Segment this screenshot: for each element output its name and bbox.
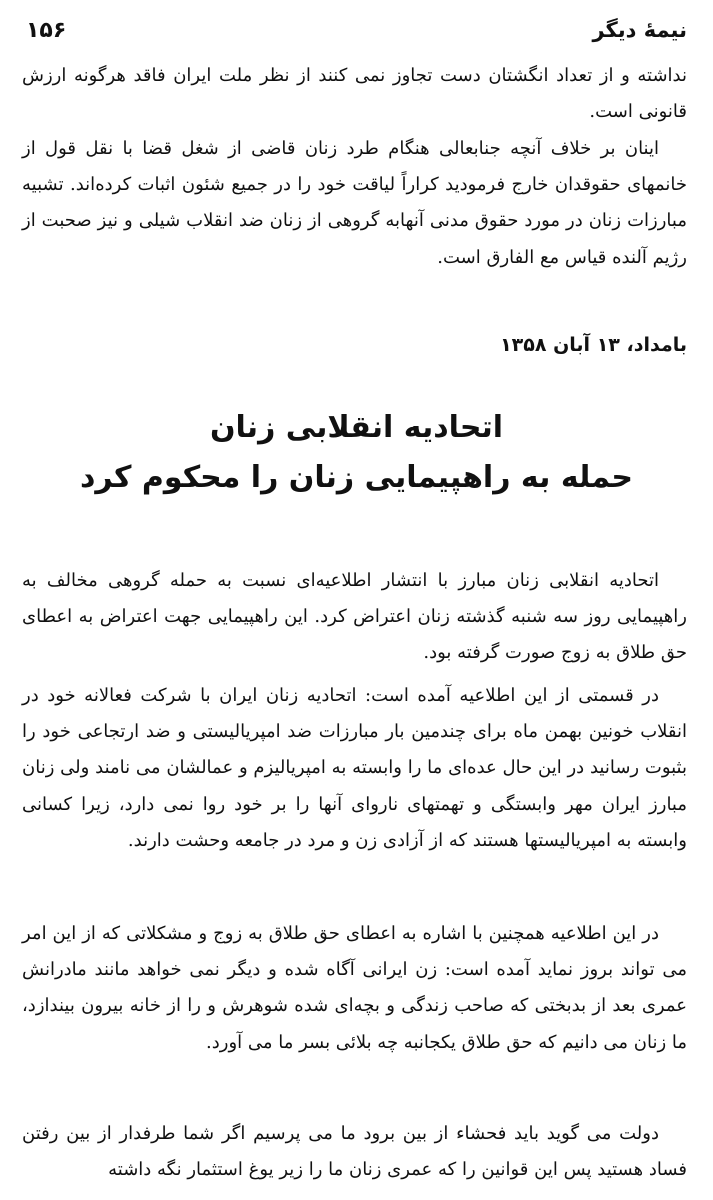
paragraph-announcement: اتحادیه انقلابی زنان مبارز با انتشار اطلاعیه‌ای نسبت به حمله گروهی مخالف به راهپیمایی روز سه شنبه گذشته زنان اعتراض کرد. این راهپیمایی جهت اعتراض به اعطای حق طلاق به زوج صورت گرفته بود. [22,570,687,664]
paragraph-divorce-rights: در این اطلاعیه همچنین با اشاره به اعطای حق طلاق به زوج و مشکلاتی که از این امر می تواند بروز نماید آمده است: زن ایرانی آگاه شده و دیگر نمی خواهد مانند مادرانش عمری بعد از بدبختی که صاحب زندگی و بچه‌ای شده شوهرش و را از خانه بیرون بیندازد، ما زنان می دانیم که حق طلاق یکجانبه چه بلائی بسر ما می آورد. [22,923,687,1053]
page-header [26,14,687,46]
paragraph-government: دولت می گوید باید فحشاء از بین برود ما می پرسیم اگر شما طرفدار از بین رفتن فساد هستید پس این قوانین را که عمری زنان ما را زیر یوغ استثمار نگه داشته [22,1123,687,1181]
paragraph-continued: نداشته و از تعداد انگشتان دست تجاوز نمی کنند از نظر ملت ایران فاقد هرگونه ارزش قانونی است. [22,65,687,123]
headline-line-1: اتحادیه انقلابی زنان [209,410,504,445]
running-title: نیمهٔ دیگر [592,18,687,42]
headline-line-2: حمله به راهپیمایی زنان را محکوم کرد [79,460,634,495]
source-dateline: بامداد، ۱۳ آبان ۱۳۵۸ [500,334,687,356]
paragraph-comparison: اینان بر خلاف آنچه جنابعالی هنگام طرد زنان قاضی از شغل قضا با نقل قول از خانمهای حقوقدان خارج فرمودید کراراً لیاقت خود را در جمیع شئون اثبات کرده‌اند. تشبیه مبارزات زنان در مورد حقوق مدنی آنهابه گروهی از زنان ضد انقلاب شیلی و نیز صحبت از رژیم آلنده قیاس مع الفارق است. [22,138,687,268]
paragraph-statement: در قسمتی از این اطلاعیه آمده است: اتحادیه زنان ایران با شرکت فعالانه خود در انقلاب خونین بهمن ماه برای چندمین بار مبارزات ضد امپریالیستی و ضد ارتجاعی خود را بثبوت رسانید در این حال عده‌ای ما را وابسته به امپریالیزم و عمالشان می نامند ولی زنان مبارز ایران مهر وابستگی و تهمتهای ناروای آنها را بر خود روا نمی دارد، زیرا کسانی وابسته به امپریالیستها هستند که از آزادی زن و مرد در جامعه وحشت دارند. [22,685,687,851]
page-number: ۱۵۶ [26,17,67,43]
